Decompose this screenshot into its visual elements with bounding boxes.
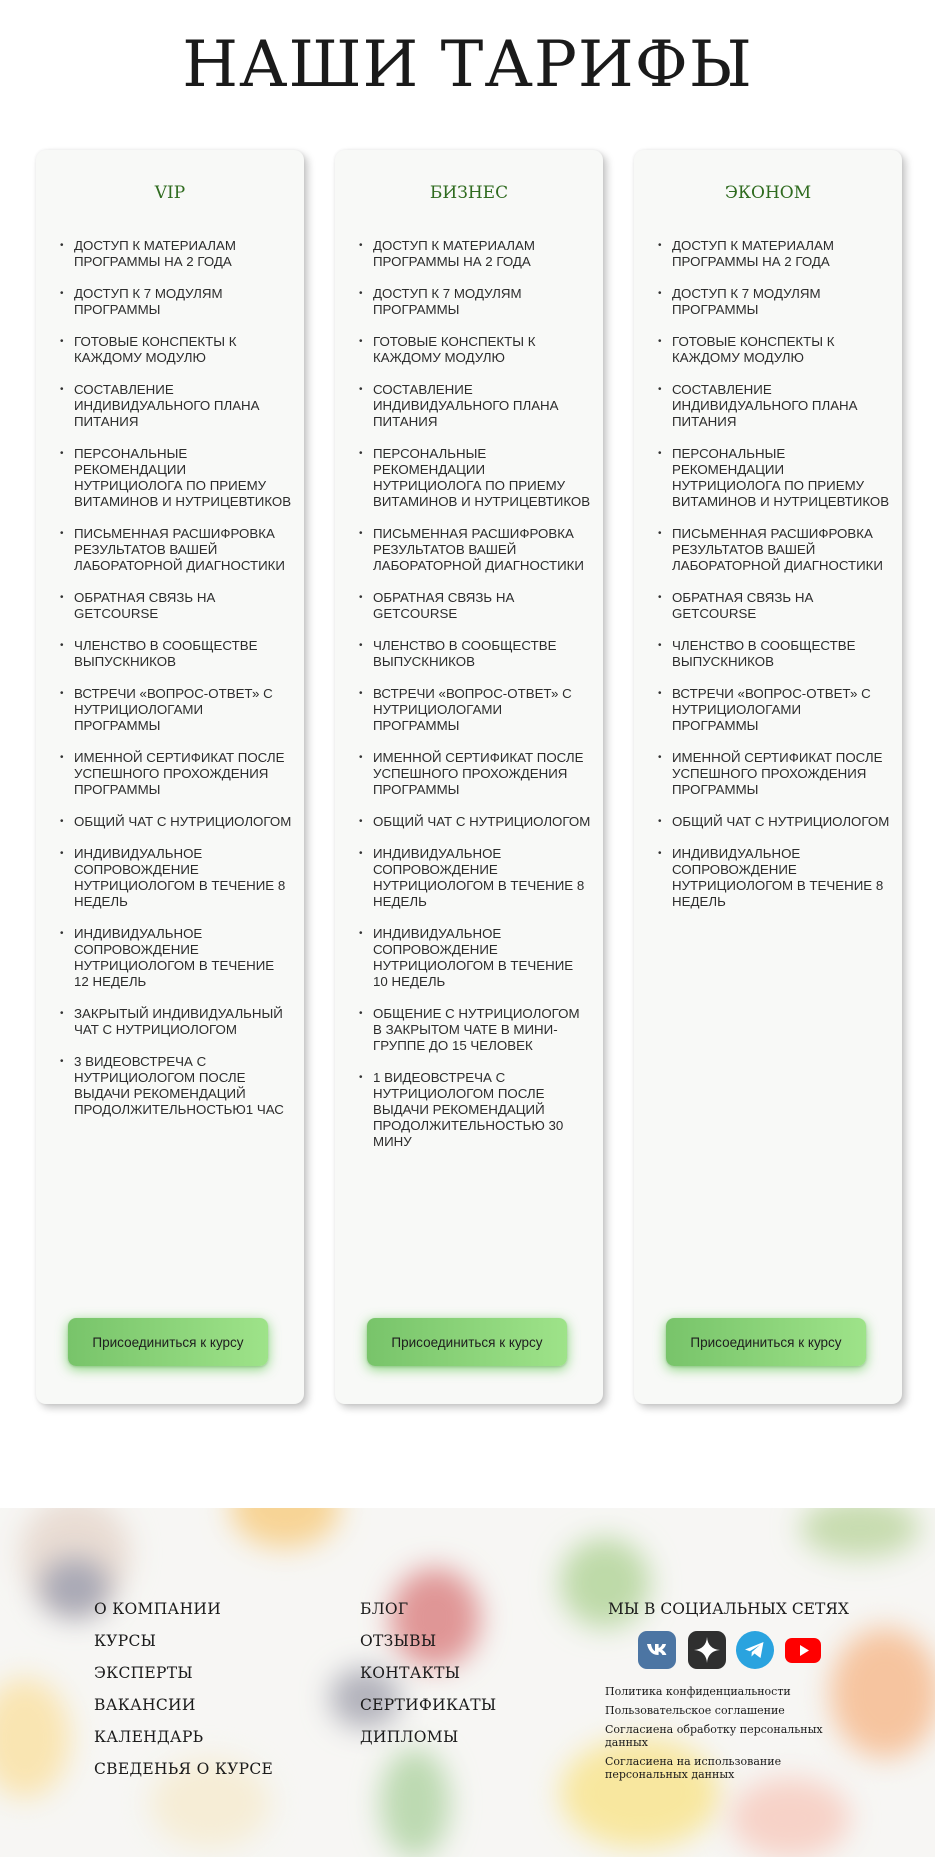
footer-nav-item — [94, 1760, 273, 1779]
footer-nav-link[interactable]: БЛОГ — [360, 1600, 409, 1618]
feature-item: • ПЕРСОНАЛЬНЫЕ РЕКОМЕНДАЦИИ НУТРИЦИОЛОГА ПО ПРИЕМУ ВИТАМИНОВ И НУТРИЦЕВТИКОВ — [60, 446, 292, 510]
yandex-zen-icon[interactable] — [688, 1631, 726, 1669]
telegram-icon[interactable] — [736, 1631, 774, 1669]
feature-item: • ДОСТУП К 7 МОДУЛЯМ ПРОГРАММЫ — [60, 286, 292, 318]
tariff-name: VIP — [154, 183, 186, 203]
footer-nav-link[interactable]: СЕРТИФИКАТЫ — [360, 1696, 497, 1714]
legal-link[interactable]: Пользовательское соглашение — [605, 1704, 785, 1717]
page-title: НАШИ ТАРИФЫ — [182, 28, 753, 102]
feature-item: • ДОСТУП К МАТЕРИАЛАМ ПРОГРАММЫ НА 2 ГОДА — [658, 238, 890, 270]
join-course-button-economy[interactable]: Присоединиться к курсу — [666, 1318, 866, 1366]
footer-nav-link[interactable]: ОТЗЫВЫ — [360, 1632, 437, 1650]
feature-item: • ПИСЬМЕННАЯ РАСШИФРОВКА РЕЗУЛЬТАТОВ ВАШЕЙ ЛАБОРАТОРНОЙ ДИАГНОСТИКИ — [60, 526, 292, 574]
feature-item: • ИНДИВИДУАЛЬНОЕ СОПРОВОЖДЕНИЕ НУТРИЦИОЛОГОМ В ТЕЧЕНИЕ 8 НЕДЕЛЬ — [658, 846, 890, 910]
feature-list — [658, 238, 890, 926]
join-course-button-business[interactable]: Присоединиться к курсу — [367, 1318, 567, 1366]
legal-links — [605, 1685, 845, 1787]
footer-nav-item — [360, 1600, 496, 1619]
feature-item: • СОСТАВЛЕНИЕ ИНДИВИДУАЛЬНОГО ПЛАНА ПИТАНИЯ — [60, 382, 292, 430]
feature-item: • ВСТРЕЧИ «ВОПРОС-ОТВЕТ» С НУТРИЦИОЛОГАМИ ПРОГРАММЫ — [359, 686, 591, 734]
feature-item: • ОБЩИЙ ЧАТ С НУТРИЦИОЛОГОМ — [60, 814, 292, 830]
feature-item: • СОСТАВЛЕНИЕ ИНДИВИДУАЛЬНОГО ПЛАНА ПИТАНИЯ — [658, 382, 890, 430]
footer-nav-item — [360, 1632, 496, 1651]
feature-item: • ГОТОВЫЕ КОНСПЕКТЫ К КАЖДОМУ МОДУЛЮ — [359, 334, 591, 366]
footer-nav-link[interactable]: КОНТАКТЫ — [360, 1664, 461, 1682]
feature-item: • ПИСЬМЕННАЯ РАСШИФРОВКА РЕЗУЛЬТАТОВ ВАШЕЙ ЛАБОРАТОРНОЙ ДИАГНОСТИКИ — [359, 526, 591, 574]
feature-item: • ЧЛЕНСТВО В СООБЩЕСТВЕ ВЫПУСКНИКОВ — [60, 638, 292, 670]
feature-item: • ИМЕННОЙ СЕРТИФИКАТ ПОСЛЕ УСПЕШНОГО ПРОХОЖДЕНИЯ ПРОГРАММЫ — [60, 750, 292, 798]
feature-item: • ОБРАТНАЯ СВЯЗЬ НА GETCOURSE — [60, 590, 292, 622]
feature-item: • ДОСТУП К МАТЕРИАЛАМ ПРОГРАММЫ НА 2 ГОДА — [60, 238, 292, 270]
feature-list — [60, 238, 292, 1134]
legal-link[interactable]: Согласиена обработку персональных данных — [605, 1723, 823, 1749]
footer-nav-item — [94, 1728, 273, 1747]
feature-item: • 1 ВИДЕОВСТРЕЧА С НУТРИЦИОЛОГОМ ПОСЛЕ ВЫДАЧИ РЕКОМЕНДАЦИЙ ПРОДОЛЖИТЕЛЬНОСТЬЮ 30 МИНУ — [359, 1070, 591, 1150]
footer-nav-item — [360, 1664, 496, 1683]
site-footer — [0, 1508, 935, 1857]
feature-list — [359, 238, 591, 1166]
feature-item: • ДОСТУП К 7 МОДУЛЯМ ПРОГРАММЫ — [658, 286, 890, 318]
feature-item: • ИНДИВИДУАЛЬНОЕ СОПРОВОЖДЕНИЕ НУТРИЦИОЛОГОМ В ТЕЧЕНИЕ 8 НЕДЕЛЬ — [60, 846, 292, 910]
feature-item: • ИНДИВИДУАЛЬНОЕ СОПРОВОЖДЕНИЕ НУТРИЦИОЛОГОМ В ТЕЧЕНИЕ 12 НЕДЕЛЬ — [60, 926, 292, 990]
feature-item: • ОБЩИЙ ЧАТ С НУТРИЦИОЛОГОМ — [658, 814, 890, 830]
feature-item: • СОСТАВЛЕНИЕ ИНДИВИДУАЛЬНОГО ПЛАНА ПИТАНИЯ — [359, 382, 591, 430]
feature-item: • ДОСТУП К МАТЕРИАЛАМ ПРОГРАММЫ НА 2 ГОДА — [359, 238, 591, 270]
feature-item: • ЗАКРЫТЫЙ ИНДИВИДУАЛЬНЫЙ ЧАТ С НУТРИЦИОЛОГОМ — [60, 1006, 292, 1038]
social-title: МЫ В СОЦИАЛЬНЫХ СЕТЯХ — [608, 1600, 849, 1618]
tariff-card-economy — [634, 150, 902, 1404]
feature-item: • ПИСЬМЕННАЯ РАСШИФРОВКА РЕЗУЛЬТАТОВ ВАШЕЙ ЛАБОРАТОРНОЙ ДИАГНОСТИКИ — [658, 526, 890, 574]
footer-nav-link[interactable]: КАЛЕНДАРЬ — [94, 1728, 204, 1746]
legal-link[interactable]: Согласиена на использование персональных данных — [605, 1755, 782, 1781]
feature-item: • ЧЛЕНСТВО В СООБЩЕСТВЕ ВЫПУСКНИКОВ — [658, 638, 890, 670]
feature-item: • ГОТОВЫЕ КОНСПЕКТЫ К КАЖДОМУ МОДУЛЮ — [658, 334, 890, 366]
legal-link[interactable]: Политика конфиденциальности — [605, 1685, 791, 1698]
vk-icon[interactable] — [638, 1631, 676, 1669]
footer-nav-item — [94, 1664, 273, 1683]
footer-nav-item — [360, 1728, 496, 1747]
footer-nav-link[interactable]: ДИПЛОМЫ — [360, 1728, 459, 1746]
footer-nav-link[interactable]: КУРСЫ — [94, 1632, 157, 1650]
feature-item: • ДОСТУП К 7 МОДУЛЯМ ПРОГРАММЫ — [359, 286, 591, 318]
youtube-icon[interactable] — [784, 1631, 822, 1669]
footer-nav-item — [94, 1600, 273, 1619]
feature-item: • ПЕРСОНАЛЬНЫЕ РЕКОМЕНДАЦИИ НУТРИЦИОЛОГА ПО ПРИЕМУ ВИТАМИНОВ И НУТРИЦЕВТИКОВ — [658, 446, 890, 510]
feature-item: • ОБЩИЙ ЧАТ С НУТРИЦИОЛОГОМ — [359, 814, 591, 830]
footer-nav-middle — [360, 1600, 496, 1760]
footer-nav-item — [360, 1696, 496, 1715]
tariff-card-vip — [36, 150, 304, 1404]
feature-item: • ВСТРЕЧИ «ВОПРОС-ОТВЕТ» С НУТРИЦИОЛОГАМИ ПРОГРАММЫ — [60, 686, 292, 734]
feature-item: • ОБЩЕНИЕ С НУТРИЦИОЛОГОМ В ЗАКРЫТОМ ЧАТЕ В МИНИ-ГРУППЕ ДО 15 ЧЕЛОВЕК — [359, 1006, 591, 1054]
tariff-name: БИЗНЕС — [429, 183, 509, 203]
feature-item: • ОБРАТНАЯ СВЯЗЬ НА GETCOURSE — [359, 590, 591, 622]
feature-item: • ЧЛЕНСТВО В СООБЩЕСТВЕ ВЫПУСКНИКОВ — [359, 638, 591, 670]
feature-item: • ГОТОВЫЕ КОНСПЕКТЫ К КАЖДОМУ МОДУЛЮ — [60, 334, 292, 366]
join-course-button-vip[interactable]: Присоединиться к курсу — [68, 1318, 268, 1366]
footer-nav-link[interactable]: ЭКСПЕРТЫ — [94, 1664, 193, 1682]
feature-item: • ИНДИВИДУАЛЬНОЕ СОПРОВОЖДЕНИЕ НУТРИЦИОЛОГОМ В ТЕЧЕНИЕ 8 НЕДЕЛЬ — [359, 846, 591, 910]
feature-item: • ОБРАТНАЯ СВЯЗЬ НА GETCOURSE — [658, 590, 890, 622]
tariff-cards — [0, 150, 935, 1410]
feature-item: • ИМЕННОЙ СЕРТИФИКАТ ПОСЛЕ УСПЕШНОГО ПРОХОЖДЕНИЯ ПРОГРАММЫ — [359, 750, 591, 798]
tariff-card-business — [335, 150, 603, 1404]
footer-nav-item — [94, 1696, 273, 1715]
feature-item: • ИНДИВИДУАЛЬНОЕ СОПРОВОЖДЕНИЕ НУТРИЦИОЛОГОМ В ТЕЧЕНИЕ 10 НЕДЕЛЬ — [359, 926, 591, 990]
tariff-name: ЭКОНОМ — [724, 183, 812, 203]
feature-item: • ИМЕННОЙ СЕРТИФИКАТ ПОСЛЕ УСПЕШНОГО ПРОХОЖДЕНИЯ ПРОГРАММЫ — [658, 750, 890, 798]
footer-nav-item — [94, 1632, 273, 1651]
footer-nav-link[interactable]: СВЕДЕНЬЯ О КУРСЕ — [94, 1760, 274, 1778]
footer-nav-left — [94, 1600, 273, 1792]
feature-item: • ПЕРСОНАЛЬНЫЕ РЕКОМЕНДАЦИИ НУТРИЦИОЛОГА ПО ПРИЕМУ ВИТАМИНОВ И НУТРИЦЕВТИКОВ — [359, 446, 591, 510]
feature-item: • 3 ВИДЕОВСТРЕЧА С НУТРИЦИОЛОГОМ ПОСЛЕ ВЫДАЧИ РЕКОМЕНДАЦИЙ ПРОДОЛЖИТЕЛЬНОСТЬЮ1 ЧАС — [60, 1054, 292, 1118]
social-links — [638, 1631, 828, 1671]
footer-nav-link[interactable]: О КОМПАНИИ — [94, 1600, 222, 1618]
feature-item: • ВСТРЕЧИ «ВОПРОС-ОТВЕТ» С НУТРИЦИОЛОГАМИ ПРОГРАММЫ — [658, 686, 890, 734]
footer-nav-link[interactable]: ВАКАНСИИ — [94, 1696, 196, 1714]
